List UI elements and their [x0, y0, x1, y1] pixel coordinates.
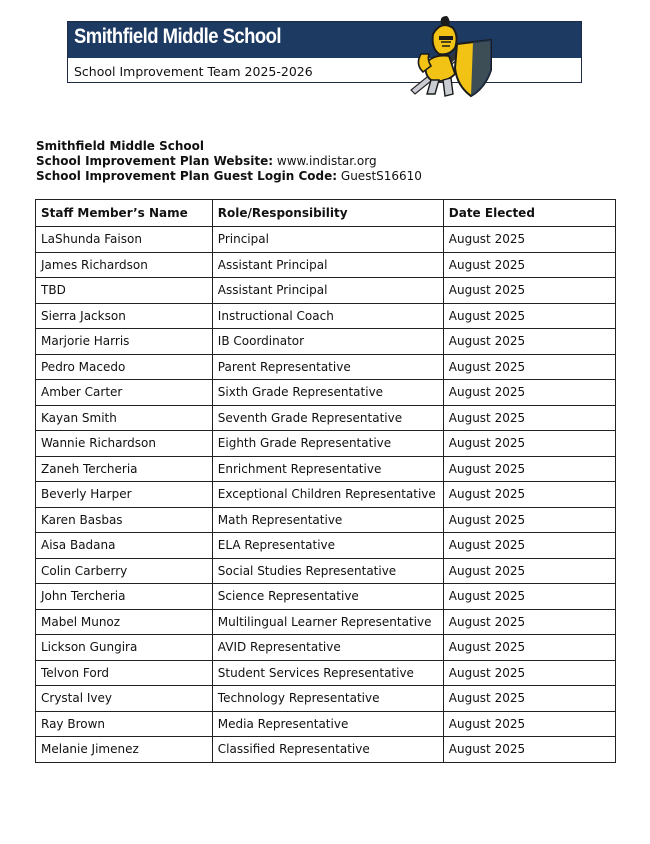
date-elected-cell: August 2025 — [443, 584, 615, 610]
table-row — [36, 380, 616, 406]
header-name: Staff Member’s Name — [36, 200, 213, 227]
table-row — [36, 354, 616, 380]
date-elected-cell: August 2025 — [443, 737, 615, 763]
table-row — [36, 456, 616, 482]
date-elected-cell: August 2025 — [443, 711, 615, 737]
date-elected-cell: August 2025 — [443, 405, 615, 431]
school-name-line — [36, 139, 422, 154]
role-cell: AVID Representative — [212, 635, 443, 661]
date-elected-cell: August 2025 — [443, 354, 615, 380]
table-row — [36, 329, 616, 355]
table-row — [36, 584, 616, 610]
date-elected-cell: August 2025 — [443, 380, 615, 406]
header-date: Date Elected — [443, 200, 615, 227]
table-row — [36, 507, 616, 533]
role-cell: Media Representative — [212, 711, 443, 737]
staff-name-cell: Amber Carter — [36, 380, 213, 406]
table-row — [36, 558, 616, 584]
date-elected-cell: August 2025 — [443, 507, 615, 533]
date-elected-cell: August 2025 — [443, 660, 615, 686]
table-row — [36, 482, 616, 508]
table-row — [36, 609, 616, 635]
page-title: Smithfield Middle School — [74, 25, 282, 48]
staff-name-cell: Crystal Ivey — [36, 686, 213, 712]
login-line — [36, 169, 422, 184]
table-row — [36, 533, 616, 559]
table-row — [36, 660, 616, 686]
table-row — [36, 303, 616, 329]
website-label: School Improvement Plan Website: — [36, 154, 274, 168]
login-value: GuestS16610 — [340, 169, 422, 183]
header-box — [67, 21, 582, 83]
role-cell: Science Representative — [212, 584, 443, 610]
staff-name-cell: John Tercheria — [36, 584, 213, 610]
role-cell: Social Studies Representative — [212, 558, 443, 584]
staff-name-cell: Lickson Gungira — [36, 635, 213, 661]
role-cell: IB Coordinator — [212, 329, 443, 355]
date-elected-cell: August 2025 — [443, 252, 615, 278]
staff-name-cell: LaShunda Faison — [36, 227, 213, 253]
date-elected-cell: August 2025 — [443, 278, 615, 304]
table-row — [36, 227, 616, 253]
plan-info — [36, 139, 422, 184]
date-elected-cell: August 2025 — [443, 635, 615, 661]
staff-name-cell: TBD — [36, 278, 213, 304]
role-cell: Multilingual Learner Representative — [212, 609, 443, 635]
table-row — [36, 278, 616, 304]
staff-name-cell: Ray Brown — [36, 711, 213, 737]
table-row — [36, 405, 616, 431]
role-cell: Technology Representative — [212, 686, 443, 712]
staff-name-cell: Pedro Macedo — [36, 354, 213, 380]
staff-name-cell: Kayan Smith — [36, 405, 213, 431]
role-cell: Student Services Representative — [212, 660, 443, 686]
table-row — [36, 711, 616, 737]
staff-name-cell: Aisa Badana — [36, 533, 213, 559]
date-elected-cell: August 2025 — [443, 533, 615, 559]
date-elected-cell: August 2025 — [443, 303, 615, 329]
table-row — [36, 737, 616, 763]
role-cell: Eighth Grade Representative — [212, 431, 443, 457]
table-header-row — [36, 200, 616, 227]
date-elected-cell: August 2025 — [443, 456, 615, 482]
role-cell: Principal — [212, 227, 443, 253]
role-cell: Seventh Grade Representative — [212, 405, 443, 431]
table-row — [36, 252, 616, 278]
role-cell: Assistant Principal — [212, 278, 443, 304]
date-elected-cell: August 2025 — [443, 558, 615, 584]
role-cell: Math Representative — [212, 507, 443, 533]
role-cell: Exceptional Children Representative — [212, 482, 443, 508]
login-label: School Improvement Plan Guest Login Code: — [36, 169, 338, 183]
date-elected-cell: August 2025 — [443, 686, 615, 712]
staff-table — [35, 199, 616, 763]
role-cell: Instructional Coach — [212, 303, 443, 329]
role-cell: Assistant Principal — [212, 252, 443, 278]
table-row — [36, 431, 616, 457]
staff-name-cell: James Richardson — [36, 252, 213, 278]
staff-name-cell: Melanie Jimenez — [36, 737, 213, 763]
staff-name-cell: Marjorie Harris — [36, 329, 213, 355]
role-cell: Sixth Grade Representative — [212, 380, 443, 406]
staff-name-cell: Telvon Ford — [36, 660, 213, 686]
date-elected-cell: August 2025 — [443, 431, 615, 457]
school-name: Smithfield Middle School — [36, 139, 205, 153]
staff-name-cell: Zaneh Tercheria — [36, 456, 213, 482]
website-value: www.indistar.org — [276, 154, 377, 168]
date-elected-cell: August 2025 — [443, 329, 615, 355]
date-elected-cell: August 2025 — [443, 609, 615, 635]
role-cell: Classified Representative — [212, 737, 443, 763]
knight-mascot-icon — [405, 14, 497, 100]
date-elected-cell: August 2025 — [443, 227, 615, 253]
staff-name-cell: Sierra Jackson — [36, 303, 213, 329]
staff-name-cell: Colin Carberry — [36, 558, 213, 584]
date-elected-cell: August 2025 — [443, 482, 615, 508]
staff-name-cell: Karen Basbas — [36, 507, 213, 533]
role-cell: Parent Representative — [212, 354, 443, 380]
page-subtitle: School Improvement Team 2025-2026 — [74, 64, 313, 79]
header-role: Role/Responsibility — [212, 200, 443, 227]
staff-name-cell: Mabel Munoz — [36, 609, 213, 635]
role-cell: Enrichment Representative — [212, 456, 443, 482]
website-line — [36, 154, 422, 169]
table-row — [36, 686, 616, 712]
staff-name-cell: Beverly Harper — [36, 482, 213, 508]
staff-name-cell: Wannie Richardson — [36, 431, 213, 457]
header-band — [68, 22, 581, 58]
role-cell: ELA Representative — [212, 533, 443, 559]
table-row — [36, 635, 616, 661]
